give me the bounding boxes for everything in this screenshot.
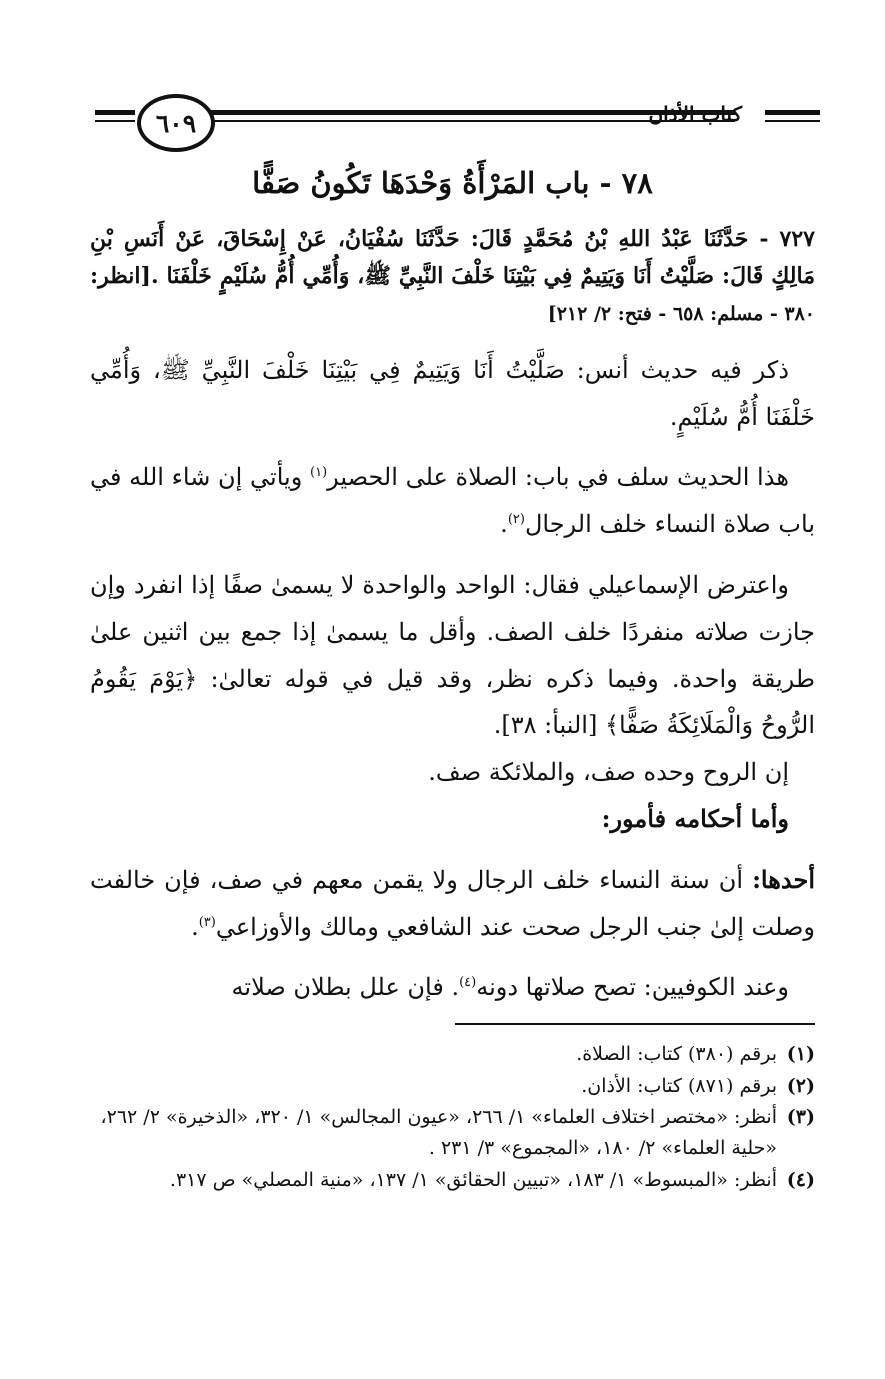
paragraph-5: وأما أحكامه فأمور: [601, 804, 789, 834]
paragraph-7-text-a: وعند الكوفيين: تصح صلاتها دونه [476, 973, 789, 1002]
footnote-separator [455, 1023, 815, 1025]
paragraph-2-text-b: ويأتي إن شاء الله في باب صلاة النساء خلف الرجال [90, 463, 815, 539]
footnote-marker-4: (٤) [459, 975, 477, 991]
footnote-text: برقم (٣٨٠) كتاب: الصلاة. [576, 1043, 777, 1066]
footnote-text: برقم (٨٧١) كتاب: الأذان. [581, 1074, 777, 1097]
footnote-1 [90, 1039, 815, 1070]
footnotes [90, 1039, 815, 1196]
footnote-number: (٢) [786, 1074, 815, 1097]
footnote-number: (١) [786, 1043, 815, 1066]
paragraph-2-text-c: . [500, 510, 508, 539]
paragraph-6 [90, 857, 815, 951]
paragraph-7-text-b: . فإن علل بطلان صلاته [231, 973, 460, 1002]
paragraph-7 [90, 964, 815, 1011]
page-number: ٦٠٩ [137, 94, 215, 152]
footnote-marker-1: (١) [310, 465, 328, 481]
hadith-text [90, 221, 815, 333]
paragraph-2 [90, 454, 815, 548]
footnote-text: أنظر: «مختصر اختلاف العلماء» ١/ ٢٦٦، «عيون المجالس» ١/ ٣٢٠، «الذخيرة» ٢/ ٢٦٢، «حلية العلماء» ٢/ ١٨٠، «المجموع» ٣/ ٢٣١ . [100, 1105, 777, 1160]
footnote-2 [90, 1071, 815, 1102]
footnote-number: (٣) [786, 1105, 815, 1128]
footnote-number: (٤) [786, 1168, 815, 1191]
hadith-body: ٧٢٧ - حَدَّثَنَا عَبْدُ اللهِ بْنُ مُحَمَّدٍ قَالَ: حَدَّثَنَا سُفْيَانُ، عَنْ إِسْحَاقَ، عَنْ أَنَسِ بْنِ مَالِكٍ قَالَ: صَلَّيْتُ أَنَا وَيَتِيمٌ فِي بَيْتِنَا خَلْفَ النَّبِيِّ ﷺ، وَأُمِّي أُمُّ سُلَيْمٍ خَلْفَنَا .[انظر: [90, 225, 815, 290]
main-text [90, 165, 815, 1196]
footnote-3 [90, 1102, 815, 1165]
page-header [95, 92, 820, 152]
paragraph-4: إن الروح وحده صف، والملائكة صف. [428, 758, 789, 787]
header-rule-right-thin [765, 120, 820, 122]
running-title: كتاب الأذان [648, 102, 742, 126]
hadith-references: ٣٨٠ - مسلم: ٦٥٨ - فتح: ٢/ ٢١٢] [547, 303, 815, 326]
paragraph-1: ذكر فيه حديث أنس: صَلَّيْتُ أَنَا وَيَتِيمٌ فِي بَيْتِنَا خَلْفَ النَّبِيِّ ﷺ، وَأُمِّي خَلْفَنَا أُمُّ سُلَيْمٍ. [90, 355, 815, 431]
footnote-4 [90, 1165, 815, 1196]
footnote-marker-3: (٣) [198, 914, 216, 930]
footnote-marker-2: (٢) [507, 512, 525, 528]
footnote-text: أنظر: «المبسوط» ١/ ١٨٣، «تبيين الحقائق» ١/ ١٣٧، «منية المصلي» ص ٣١٧. [169, 1168, 777, 1191]
header-rule-right [765, 110, 820, 115]
chapter-title: ٧٨ - باب المَرْأَةُ وَحْدَهَا تَكُونُ صَفًّا [252, 166, 653, 200]
paragraph-3: واعترض الإسماعيلي فقال: الواحد والواحدة لا يسمىٰ صفًا إذا انفرد وإن جازت صلاته منفردًا خلف الصف. وأقل ما يسمىٰ إذا جمع بين اثنين علىٰ طريقة واحدة. وفيما ذكره نظر، وقد قيل في قوله تعالىٰ: ﴿يَوْمَ يَقُومُ الرُّوحُ وَالْمَلَائِكَةُ صَفًّا﴾ [النبأ: ٣٨]. [90, 571, 815, 740]
paragraph-2-text-a: هذا الحديث سلف في باب: الصلاة على الحصير [327, 463, 789, 492]
header-rule-left-thin [95, 120, 135, 122]
paragraph-6-text-a: أن سنة النساء خلف الرجال ولا يقمن معهم في صف، فإن خالفت وصلت إلىٰ جنب الرجل صحت عند الشافعي ومالك والأوزاعي [90, 865, 815, 941]
paragraph-6-text-b: . [191, 912, 199, 941]
ruling-one-label: أحدها: [752, 864, 815, 894]
header-rule-left [95, 110, 135, 115]
